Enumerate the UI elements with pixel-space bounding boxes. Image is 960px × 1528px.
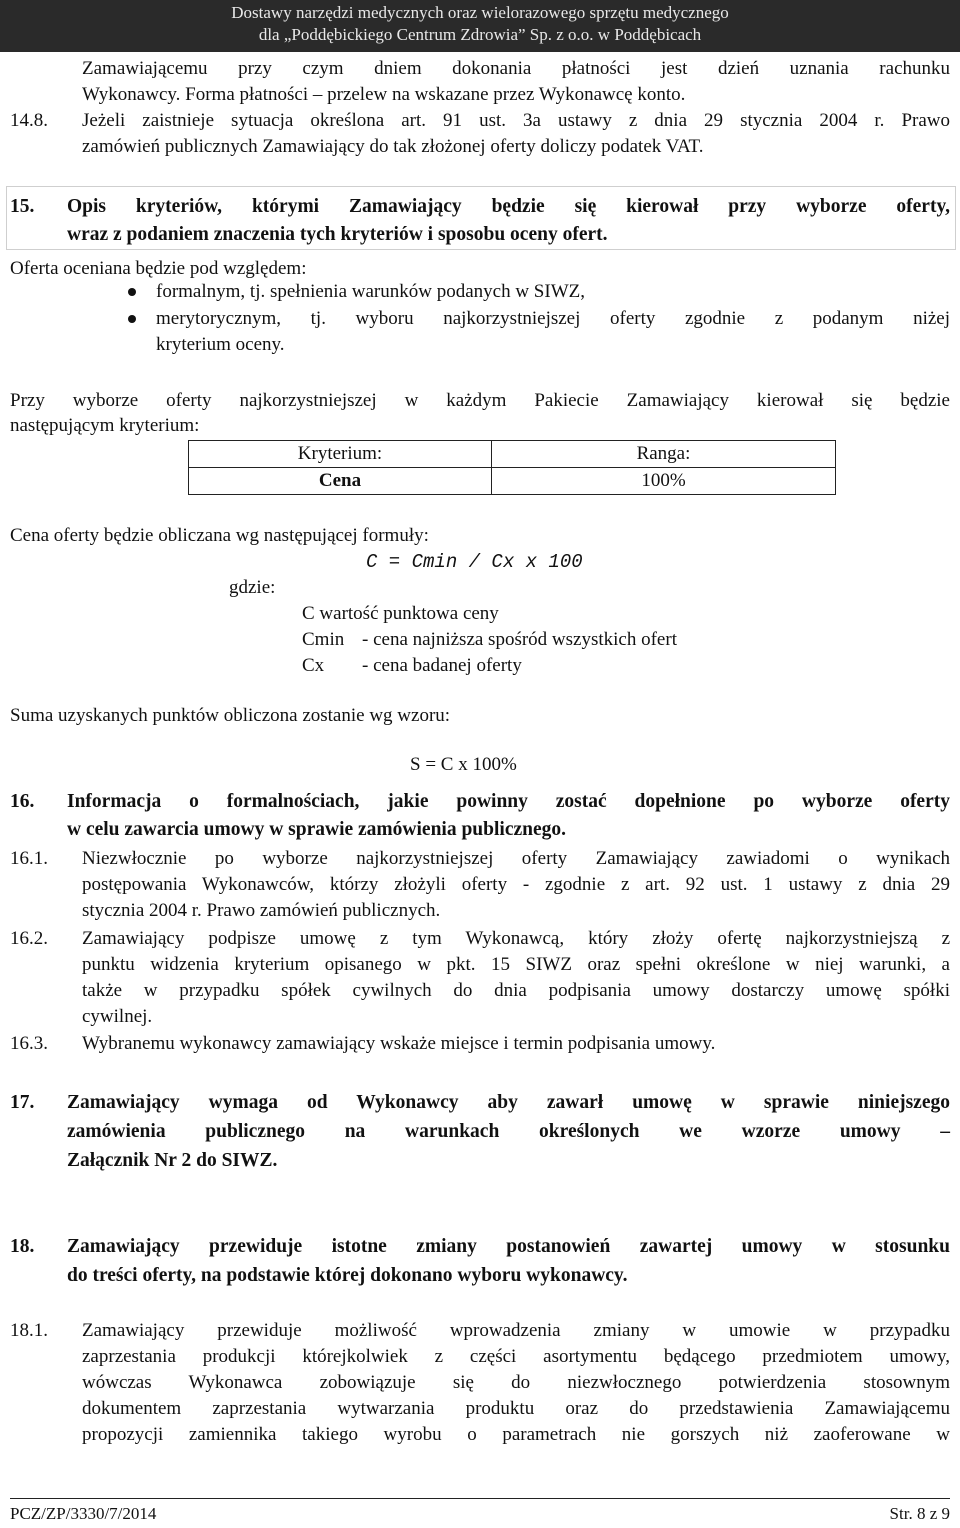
footer-divider xyxy=(10,1498,950,1499)
table-header-criterion: Kryterium: xyxy=(189,441,492,468)
para-14-8-line-1: Jeżeli zaistnieje sytuacja określona art. 91 ust. 3a ustawy z dnia 29 stycznia 2004 r. Prawo xyxy=(82,110,950,131)
definition-cx-symbol: Cx xyxy=(302,655,325,676)
formula-intro: Cena oferty będzie obliczana wg następującej formuły: xyxy=(10,525,429,546)
para-14-8-line-2: zamówień publicznych Zamawiający do tak złożonej oferty doliczy podatek VAT. xyxy=(82,136,704,157)
section-16-title-line-1: Informacja o formalnościach, jakie powinny zostać dopełnione po wyborze oferty xyxy=(67,791,950,812)
para-number-14-8: 14.8. xyxy=(10,110,48,131)
section-15-title-line-2: wraz z podaniem znaczenia tych kryteriów i sposobu oceny ofert. xyxy=(67,224,608,245)
section-16-title-line-2: w celu zawarcia umowy w sprawie zamówienia publicznego. xyxy=(67,819,567,840)
sum-intro: Suma uzyskanych punktów obliczona zostanie wg wzoru: xyxy=(10,705,451,726)
definition-cmin-text: - cena najniższa spośród wszystkich ofert xyxy=(362,629,677,650)
page-number: Str. 8 z 9 xyxy=(889,1504,950,1523)
page-header xyxy=(0,0,960,52)
para-18-1-line-1: Zamawiający przewiduje możliwość wprowadzenia zmiany w umowie w przypadku xyxy=(82,1320,950,1341)
sum-formula: S = C x 100% xyxy=(410,754,517,775)
section-number-16: 16. xyxy=(10,791,35,812)
table-cell-rank: 100% xyxy=(492,468,836,495)
para-number-16-3: 16.3. xyxy=(10,1033,48,1054)
definition-cx-text: - cena badanej oferty xyxy=(362,655,522,676)
para-16-2-line-2: punktu widzenia kryterium opisanego w pkt. 15 SIWZ oraz spełni określone w niej warunki, a xyxy=(82,954,950,975)
para-16-1-line-2: postępowania Wykonawców, którzy złożyli oferty - zgodnie z art. 92 ust. 1 ustawy z dnia 29 xyxy=(82,874,950,895)
section-17-line-1: Zamawiający wymaga od Wykonawcy aby zawarł umowę w sprawie niniejszego xyxy=(67,1092,950,1113)
section-number-17: 17. xyxy=(10,1092,35,1113)
header-line-2: dla „Poddębickiego Centrum Zdrowia” Sp. z o.o. w Poddębicach xyxy=(258,25,702,44)
document-reference: PCZ/ZP/3330/7/2014 xyxy=(10,1504,157,1523)
table-cell-criterion: Cena xyxy=(189,468,492,495)
section-17-line-3: Załącznik Nr 2 do SIWZ. xyxy=(67,1150,278,1171)
para-number-16-1: 16.1. xyxy=(10,848,48,869)
header-line-1: Dostawy narzędzi medycznych oraz wielorazowego sprzętu medycznego xyxy=(231,3,729,22)
para-16-2-line-3: także w przypadku spółek cywilnych do dnia podpisania umowy dostarczy umowę spółki xyxy=(82,980,950,1001)
section-18-title-line-1: Zamawiający przewiduje istotne zmiany postanowień zawartej umowy w stosunku xyxy=(67,1236,950,1257)
definition-c: C wartość punktowa ceny xyxy=(302,603,499,624)
para-number-16-2: 16.2. xyxy=(10,928,48,949)
criterion-merit-line-1: merytorycznym, tj. wyboru najkorzystniejszej oferty zgodnie z podanym niżej xyxy=(156,308,950,329)
price-formula: C = Cmin / Cx x 100 xyxy=(366,551,583,573)
table-row xyxy=(189,468,836,495)
criteria-table xyxy=(188,440,836,495)
intro-line-1: Zamawiającemu przy czym dniem dokonania płatności jest dzień uznania rachunku xyxy=(82,58,950,79)
para-18-1-line-3: wówczas Wykonawca zobowiązuje się do niezwłocznego potwierdzenia stosownym xyxy=(82,1372,950,1393)
where-label: gdzie: xyxy=(229,577,276,598)
table-header-row xyxy=(189,441,836,468)
criterion-formal: formalnym, tj. spełnienia warunków podanych w SIWZ, xyxy=(156,281,585,302)
criterion-merit-line-2: kryterium oceny. xyxy=(156,334,285,355)
evaluation-intro: Oferta oceniana będzie pod względem: xyxy=(10,258,307,279)
para-16-2-line-4: cywilnej. xyxy=(82,1006,153,1027)
bullet-icon xyxy=(128,288,136,296)
choice-line-1: Przy wyborze oferty najkorzystniejszej w każdym Pakiecie Zamawiający kierował się będzie xyxy=(10,390,950,411)
section-number-18: 18. xyxy=(10,1236,35,1257)
para-18-1-line-5: propozycji zamiennika takiego wyrobu o parametrach nie gorszych niż zaoferowane w xyxy=(82,1424,950,1445)
section-15-title-line-1: Opis kryteriów, którymi Zamawiający będzie się kierował przy wyborze oferty, xyxy=(67,196,950,217)
para-number-18-1: 18.1. xyxy=(10,1320,48,1341)
section-18-title-line-2: do treści oferty, na podstawie której dokonano wyboru wykonawcy. xyxy=(67,1265,628,1286)
para-18-1-line-2: zaprzestania produkcji którejkolwiek z części asortymentu będącego przedmiotem umowy, xyxy=(82,1346,950,1367)
bullet-icon xyxy=(128,315,136,323)
section-17-line-2: zamówienia publicznego na warunkach określonych we wzorze umowy – xyxy=(67,1121,950,1142)
table-header-rank: Ranga: xyxy=(492,441,836,468)
section-number-15: 15. xyxy=(10,196,35,217)
para-16-3-line-1: Wybranemu wykonawcy zamawiający wskaże miejsce i termin podpisania umowy. xyxy=(82,1033,716,1054)
para-16-2-line-1: Zamawiający podpisze umowę z tym Wykonawcą, który złoży ofertę najkorzystniejszą z xyxy=(82,928,950,949)
para-18-1-line-4: dokumentem zaprzestania wytwarzania produktu oraz do przedstawienia Zamawiającemu xyxy=(82,1398,950,1419)
para-16-1-line-1: Niezwłocznie po wyborze najkorzystniejszej oferty Zamawiający zawiadomi o wynikach xyxy=(82,848,950,869)
para-16-1-line-3: stycznia 2004 r. Prawo zamówień publicznych. xyxy=(82,900,441,921)
choice-line-2: następującym kryterium: xyxy=(10,415,200,436)
intro-line-2: Wykonawcy. Forma płatności – przelew na wskazane przez Wykonawcę konto. xyxy=(82,84,686,105)
definition-cmin-symbol: Cmin xyxy=(302,629,345,650)
